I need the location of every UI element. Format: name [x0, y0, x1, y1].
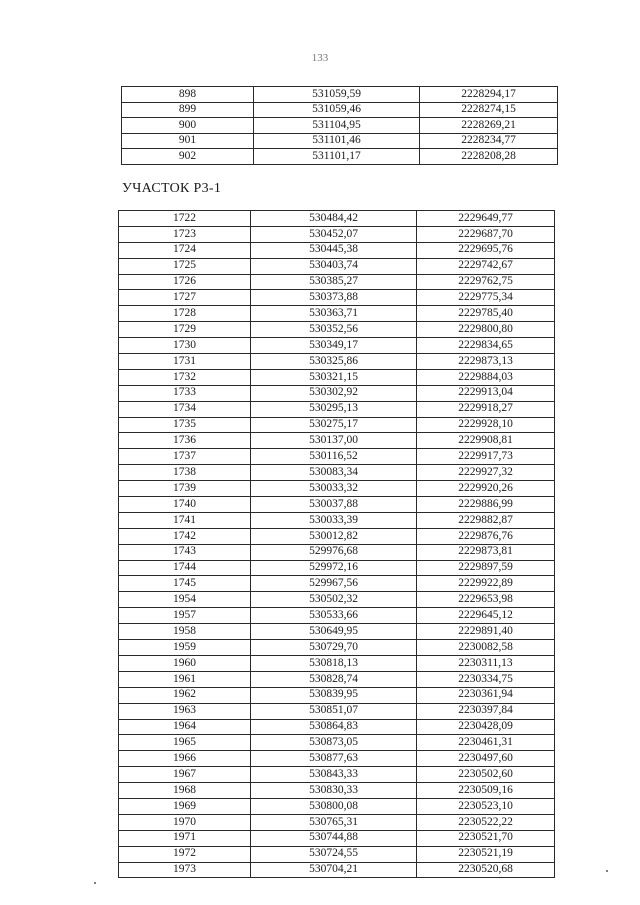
y-coordinate-cell: 2229908,81 [417, 433, 555, 449]
table-row [119, 719, 555, 735]
y-coordinate-cell: 2230461,31 [417, 735, 555, 751]
point-number-cell: 1966 [119, 751, 251, 767]
point-number-cell: 1735 [119, 417, 251, 433]
x-coordinate-cell: 530137,00 [251, 433, 417, 449]
point-number-cell: 1968 [119, 783, 251, 799]
point-number-cell: 1731 [119, 354, 251, 370]
y-coordinate-cell: 2229882,87 [417, 512, 555, 528]
table-row [122, 87, 558, 103]
point-number-cell: 1958 [119, 624, 251, 640]
table-row [119, 401, 555, 417]
table-row [119, 576, 555, 592]
point-number-cell: 1737 [119, 449, 251, 465]
point-number-cell: 1972 [119, 846, 251, 862]
point-number-cell: 1957 [119, 608, 251, 624]
x-coordinate-cell: 530033,32 [251, 481, 417, 497]
y-coordinate-cell: 2228234,77 [420, 133, 558, 149]
table-row [119, 608, 555, 624]
coordinates-table-top-body [122, 87, 558, 165]
table-row [119, 528, 555, 544]
table-row [119, 798, 555, 814]
table-row [119, 703, 555, 719]
point-number-cell: 1954 [119, 592, 251, 608]
table-row [122, 133, 558, 149]
y-coordinate-cell: 2229917,73 [417, 449, 555, 465]
y-coordinate-cell: 2229897,59 [417, 560, 555, 576]
point-number-cell: 1970 [119, 814, 251, 830]
table-row [119, 290, 555, 306]
table-row [119, 830, 555, 846]
y-coordinate-cell: 2228208,28 [420, 149, 558, 165]
y-coordinate-cell: 2229928,10 [417, 417, 555, 433]
section-heading: УЧАСТОК Р3-1 [122, 181, 222, 196]
y-coordinate-cell: 2230497,60 [417, 751, 555, 767]
x-coordinate-cell: 530877,63 [251, 751, 417, 767]
y-coordinate-cell: 2229762,75 [417, 274, 555, 290]
y-coordinate-cell: 2229873,13 [417, 354, 555, 370]
x-coordinate-cell: 531059,59 [254, 87, 420, 103]
page-number: 133 [311, 52, 329, 64]
table-row [119, 274, 555, 290]
point-number-cell: 1738 [119, 465, 251, 481]
point-number-cell: 1742 [119, 528, 251, 544]
x-coordinate-cell: 530830,33 [251, 783, 417, 799]
point-number-cell: 1971 [119, 830, 251, 846]
coordinates-table-main-body [119, 211, 555, 878]
table-row [119, 465, 555, 481]
table-row [119, 767, 555, 783]
table-row [119, 751, 555, 767]
y-coordinate-cell: 2229653,98 [417, 592, 555, 608]
table-row [119, 354, 555, 370]
x-coordinate-cell: 530321,15 [251, 369, 417, 385]
point-number-cell: 1730 [119, 338, 251, 354]
point-number-cell: 1960 [119, 655, 251, 671]
x-coordinate-cell: 530385,27 [251, 274, 417, 290]
x-coordinate-cell: 530275,17 [251, 417, 417, 433]
x-coordinate-cell: 530349,17 [251, 338, 417, 354]
x-coordinate-cell: 530649,95 [251, 624, 417, 640]
point-number-cell: 1725 [119, 258, 251, 274]
y-coordinate-cell: 2229775,34 [417, 290, 555, 306]
x-coordinate-cell: 530818,13 [251, 655, 417, 671]
coordinates-table-top [121, 86, 558, 165]
y-coordinate-cell: 2230082,58 [417, 640, 555, 656]
table-row [119, 481, 555, 497]
point-number-cell: 1723 [119, 226, 251, 242]
x-coordinate-cell: 531104,95 [254, 118, 420, 134]
table-row [119, 560, 555, 576]
y-coordinate-cell: 2229785,40 [417, 306, 555, 322]
x-coordinate-cell: 530083,34 [251, 465, 417, 481]
x-coordinate-cell: 530729,70 [251, 640, 417, 656]
y-coordinate-cell: 2230520,68 [417, 862, 555, 878]
y-coordinate-cell: 2229913,04 [417, 385, 555, 401]
point-number-cell: 1728 [119, 306, 251, 322]
table-row [119, 385, 555, 401]
x-coordinate-cell: 530012,82 [251, 528, 417, 544]
x-coordinate-cell: 530484,42 [251, 211, 417, 227]
x-coordinate-cell: 530295,13 [251, 401, 417, 417]
point-number-cell: 1722 [119, 211, 251, 227]
table-row [119, 814, 555, 830]
x-coordinate-cell: 530864,83 [251, 719, 417, 735]
point-number-cell: 1727 [119, 290, 251, 306]
x-coordinate-cell: 530704,21 [251, 862, 417, 878]
table-row [119, 512, 555, 528]
point-number-cell: 1736 [119, 433, 251, 449]
x-coordinate-cell: 530533,66 [251, 608, 417, 624]
y-coordinate-cell: 2229884,03 [417, 369, 555, 385]
point-number-cell: 899 [122, 102, 254, 118]
point-number-cell: 1743 [119, 544, 251, 560]
y-coordinate-cell: 2230521,70 [417, 830, 555, 846]
y-coordinate-cell: 2230522,22 [417, 814, 555, 830]
point-number-cell: 1963 [119, 703, 251, 719]
point-number-cell: 1733 [119, 385, 251, 401]
y-coordinate-cell: 2229886,99 [417, 497, 555, 513]
y-coordinate-cell: 2229918,27 [417, 401, 555, 417]
point-number-cell: 900 [122, 118, 254, 134]
point-number-cell: 1729 [119, 322, 251, 338]
y-coordinate-cell: 2230397,84 [417, 703, 555, 719]
table-row [119, 258, 555, 274]
table-row [119, 862, 555, 878]
y-coordinate-cell: 2229687,70 [417, 226, 555, 242]
x-coordinate-cell: 529976,68 [251, 544, 417, 560]
table-row [119, 735, 555, 751]
x-coordinate-cell: 530800,08 [251, 798, 417, 814]
y-coordinate-cell: 2229927,32 [417, 465, 555, 481]
table-row [119, 624, 555, 640]
x-coordinate-cell: 530403,74 [251, 258, 417, 274]
point-number-cell: 1726 [119, 274, 251, 290]
y-coordinate-cell: 2228274,15 [420, 102, 558, 118]
table-row [119, 497, 555, 513]
scan-speck-right [606, 870, 608, 872]
y-coordinate-cell: 2228294,17 [420, 87, 558, 103]
table-row [119, 211, 555, 227]
y-coordinate-cell: 2229891,40 [417, 624, 555, 640]
table-row [119, 640, 555, 656]
table-row [119, 338, 555, 354]
x-coordinate-cell: 530352,56 [251, 322, 417, 338]
y-coordinate-cell: 2229695,76 [417, 242, 555, 258]
point-number-cell: 1959 [119, 640, 251, 656]
point-number-cell: 1962 [119, 687, 251, 703]
y-coordinate-cell: 2228269,21 [420, 118, 558, 134]
x-coordinate-cell: 530843,33 [251, 767, 417, 783]
point-number-cell: 1973 [119, 862, 251, 878]
table-row [119, 783, 555, 799]
table-row [119, 226, 555, 242]
coordinates-table-main [118, 210, 555, 878]
x-coordinate-cell: 530373,88 [251, 290, 417, 306]
x-coordinate-cell: 530037,88 [251, 497, 417, 513]
y-coordinate-cell: 2230361,94 [417, 687, 555, 703]
y-coordinate-cell: 2230523,10 [417, 798, 555, 814]
point-number-cell: 1741 [119, 512, 251, 528]
point-number-cell: 1739 [119, 481, 251, 497]
table-row [122, 118, 558, 134]
x-coordinate-cell: 530873,05 [251, 735, 417, 751]
x-coordinate-cell: 530724,55 [251, 846, 417, 862]
x-coordinate-cell: 530033,39 [251, 512, 417, 528]
y-coordinate-cell: 2229645,12 [417, 608, 555, 624]
table-row [119, 544, 555, 560]
y-coordinate-cell: 2230509,16 [417, 783, 555, 799]
y-coordinate-cell: 2230502,60 [417, 767, 555, 783]
y-coordinate-cell: 2230521,19 [417, 846, 555, 862]
table-row [119, 417, 555, 433]
point-number-cell: 1965 [119, 735, 251, 751]
table-row [122, 149, 558, 165]
y-coordinate-cell: 2229922,89 [417, 576, 555, 592]
table-row [119, 592, 555, 608]
y-coordinate-cell: 2229876,76 [417, 528, 555, 544]
x-coordinate-cell: 531101,46 [254, 133, 420, 149]
x-coordinate-cell: 530744,88 [251, 830, 417, 846]
table-row [119, 846, 555, 862]
y-coordinate-cell: 2229742,67 [417, 258, 555, 274]
point-number-cell: 1967 [119, 767, 251, 783]
x-coordinate-cell: 530828,74 [251, 671, 417, 687]
point-number-cell: 1734 [119, 401, 251, 417]
x-coordinate-cell: 530502,32 [251, 592, 417, 608]
y-coordinate-cell: 2229834,65 [417, 338, 555, 354]
x-coordinate-cell: 529972,16 [251, 560, 417, 576]
table-row [119, 449, 555, 465]
point-number-cell: 1732 [119, 369, 251, 385]
table-row [119, 242, 555, 258]
point-number-cell: 1961 [119, 671, 251, 687]
point-number-cell: 898 [122, 87, 254, 103]
point-number-cell: 1744 [119, 560, 251, 576]
point-number-cell: 1740 [119, 497, 251, 513]
table-row [119, 655, 555, 671]
x-coordinate-cell: 530116,52 [251, 449, 417, 465]
x-coordinate-cell: 530452,07 [251, 226, 417, 242]
table-row [122, 102, 558, 118]
point-number-cell: 902 [122, 149, 254, 165]
y-coordinate-cell: 2229649,77 [417, 211, 555, 227]
table-row [119, 369, 555, 385]
y-coordinate-cell: 2230428,09 [417, 719, 555, 735]
point-number-cell: 901 [122, 133, 254, 149]
x-coordinate-cell: 530363,71 [251, 306, 417, 322]
x-coordinate-cell: 529967,56 [251, 576, 417, 592]
point-number-cell: 1969 [119, 798, 251, 814]
x-coordinate-cell: 530302,92 [251, 385, 417, 401]
point-number-cell: 1724 [119, 242, 251, 258]
x-coordinate-cell: 530839,95 [251, 687, 417, 703]
table-row [119, 322, 555, 338]
x-coordinate-cell: 530445,38 [251, 242, 417, 258]
x-coordinate-cell: 530765,31 [251, 814, 417, 830]
scan-speck-left [94, 882, 96, 884]
table-row [119, 306, 555, 322]
y-coordinate-cell: 2229920,26 [417, 481, 555, 497]
table-row [119, 433, 555, 449]
point-number-cell: 1964 [119, 719, 251, 735]
x-coordinate-cell: 530851,07 [251, 703, 417, 719]
x-coordinate-cell: 531059,46 [254, 102, 420, 118]
table-row [119, 671, 555, 687]
y-coordinate-cell: 2229873,81 [417, 544, 555, 560]
x-coordinate-cell: 531101,17 [254, 149, 420, 165]
x-coordinate-cell: 530325,86 [251, 354, 417, 370]
point-number-cell: 1745 [119, 576, 251, 592]
table-row [119, 687, 555, 703]
y-coordinate-cell: 2230311,13 [417, 655, 555, 671]
y-coordinate-cell: 2230334,75 [417, 671, 555, 687]
y-coordinate-cell: 2229800,80 [417, 322, 555, 338]
